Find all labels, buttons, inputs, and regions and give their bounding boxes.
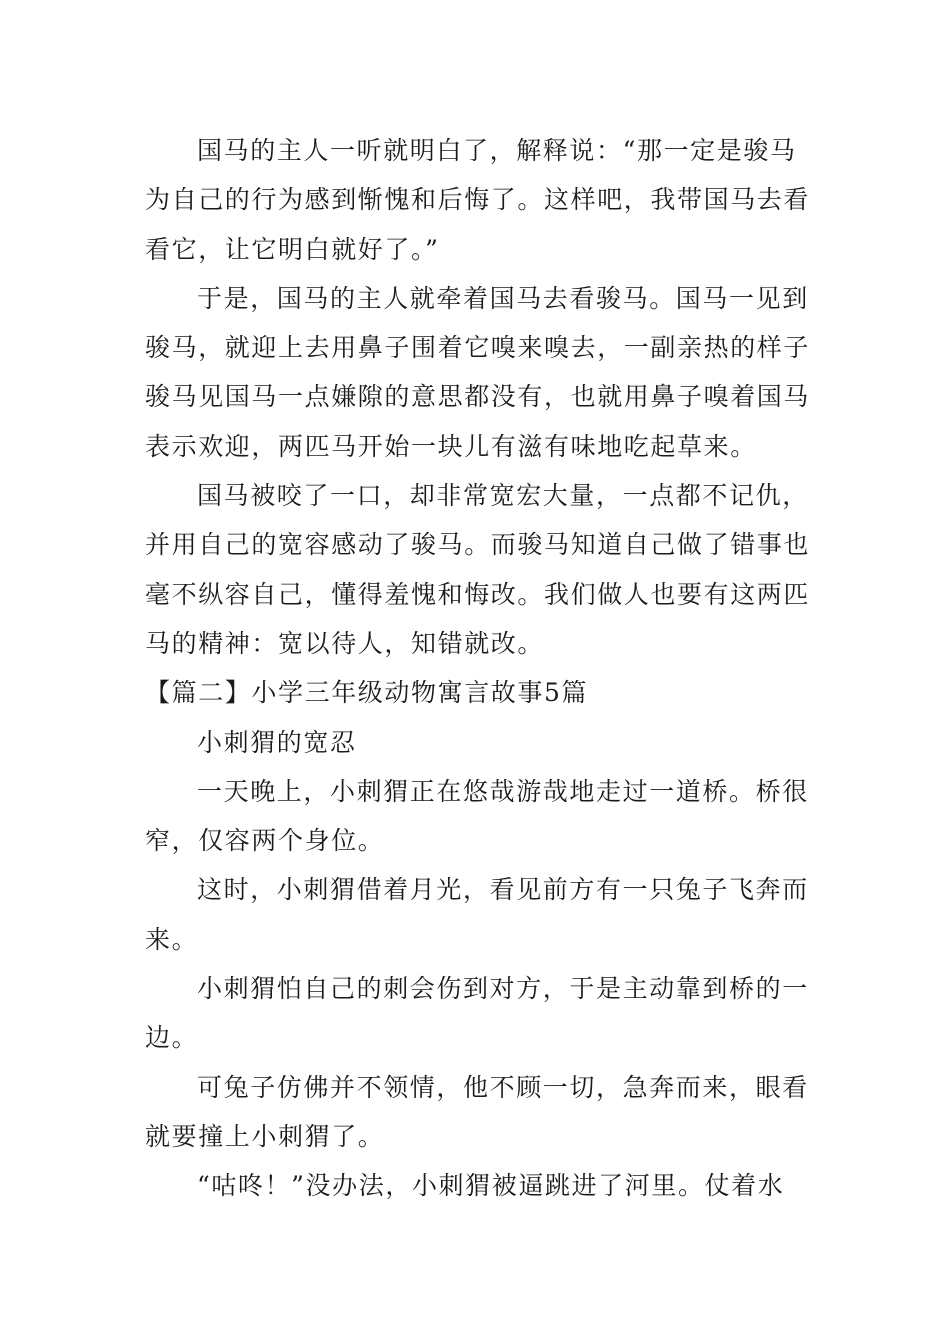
- text-line: 国马被咬了一口，却非常宽宏大量，一点都不记仇，: [197, 481, 809, 511]
- text-line: 骏马见国马一点嫌隙的意思都没有，也就用鼻子嗅着国马: [145, 382, 811, 412]
- paragraph: [145, 767, 809, 866]
- text-line: 小刺猬怕自己的刺会伤到对方，于是主动靠到桥的一: [197, 974, 809, 1004]
- paragraph: [145, 1161, 809, 1210]
- story-title: [145, 718, 809, 767]
- paragraph: [145, 471, 809, 668]
- text-line: 国马的主人一听就明白了，解释说：“那一定是骏马: [197, 136, 797, 165]
- document-page: [145, 126, 809, 1211]
- text-line: 马的精神：宽以待人，知错就改。: [145, 628, 545, 658]
- paragraph: [145, 274, 809, 471]
- text-line: 一天晚上，小刺猬正在悠哉游哉地走过一道桥。桥很: [197, 776, 809, 806]
- section-heading-text: 【篇二】小学三年级动物寓言故事5篇: [145, 678, 589, 708]
- text-line: “咕咚！”没办法，小刺猬被逼跳进了河里。仗着水: [197, 1171, 785, 1201]
- text-line: 边。: [145, 1023, 199, 1053]
- text-line: 骏马，就迎上去用鼻子围着它嗅来嗅去，一副亲热的样子: [145, 333, 811, 363]
- section-heading: [145, 668, 809, 717]
- paragraph: [145, 964, 809, 1063]
- text-line: 于是，国马的主人就牵着国马去看骏马。国马一见到: [197, 283, 809, 313]
- text-line: 就要撞上小刺猬了。: [145, 1121, 385, 1151]
- paragraph: [145, 1063, 809, 1162]
- text-line: 并用自己的宽容感动了骏马。而骏马知道自己做了错事也: [145, 530, 811, 560]
- text-line: 来。: [145, 924, 199, 954]
- paragraph: [145, 865, 809, 964]
- text-line: 表示欢迎，两匹马开始一块儿有滋有味地吃起草来。: [145, 431, 757, 461]
- text-line: 窄，仅容两个身位。: [145, 826, 385, 856]
- text-line: 这时，小刺猬借着月光，看见前方有一只兔子飞奔而: [197, 875, 809, 905]
- paragraph: [145, 126, 809, 274]
- text-line: 可兔子仿佛并不领情，他不顾一切，急奔而来，眼看: [197, 1072, 809, 1102]
- text-line: 看它，让它明白就好了。”: [145, 234, 440, 264]
- text-line: 为自己的行为感到惭愧和后悔了。这样吧，我带国马去看: [145, 185, 811, 215]
- story-title-text: 小刺猬的宽忍: [197, 727, 357, 757]
- text-line: 毫不纵容自己，懂得羞愧和悔改。我们做人也要有这两匹: [145, 579, 811, 609]
